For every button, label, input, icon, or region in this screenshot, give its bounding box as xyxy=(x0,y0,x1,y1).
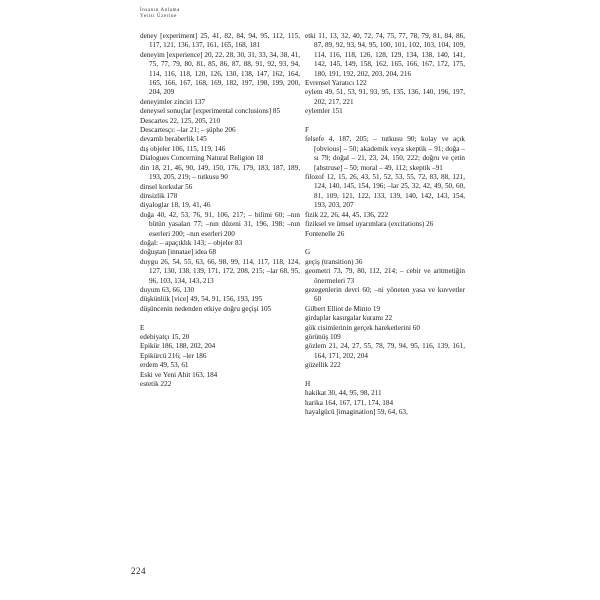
index-entry: Fontenelle 26 xyxy=(305,229,345,238)
page-number: 224 xyxy=(131,566,146,576)
index-entry: deneysel sonuçlar [experimental conclusions] 85 xyxy=(140,107,281,116)
index-entry: geometri 73, 79, 80, 112, 214; – cebir ve aritmetiğin önermeleri 73 xyxy=(305,267,465,285)
index-entry: dış objeler 106, 115, 119, 146 xyxy=(140,144,226,153)
index-section-letter: G xyxy=(305,248,311,257)
index-entry: Epikürcü 216; –ler 186 xyxy=(140,351,207,360)
index-entry: deneyimler zinciri 137 xyxy=(140,97,206,106)
index-entry: duyum 63, 66, 130 xyxy=(140,285,195,294)
index-entry: fizik 22, 26, 44, 45, 136, 222 xyxy=(305,210,389,219)
index-entry: dinsizlik 178 xyxy=(140,191,178,200)
running-head-line-2: Yetisi Üzerine xyxy=(140,14,177,19)
index-column-right xyxy=(305,32,465,418)
index-entry: erdem 49, 53, 61 xyxy=(140,361,189,370)
index-entry: Descartesçı: –lar 21; – şüphe 206 xyxy=(140,126,236,135)
index-column-left xyxy=(140,32,300,389)
index-entry: Dialogues Concerning Natural Religion 18 xyxy=(140,154,264,163)
index-entry: geçiş (transition) 36 xyxy=(305,257,363,266)
index-entry: harika 164, 167, 171, 174, 184 xyxy=(305,398,394,407)
running-head xyxy=(140,8,180,20)
index-entry: estetik 222 xyxy=(140,380,172,389)
index-entry: gözlem 21, 24, 27, 55, 78, 79, 94, 95, 116, 139, 161, 164, 171, 202, 204 xyxy=(305,342,465,360)
index-entry: Eski ve Yeni Ahit 163, 184 xyxy=(140,370,218,379)
index-entry: eylemler 151 xyxy=(305,107,343,116)
index-section-letter: H xyxy=(305,379,311,388)
index-entry: Evrensel Yaratıcı 122 xyxy=(305,79,367,88)
index-entry: doğuştan [innatae] idea 68 xyxy=(140,248,217,257)
index-entry: deney [experiment] 25, 41, 82, 84, 94, 95, 112, 115, 117, 121, 136, 137, 161, 165, 168, 181 xyxy=(140,32,300,50)
index-entry: güzellik 222 xyxy=(305,361,341,370)
index-entry: diyaloglar 18, 19, 41, 46 xyxy=(140,201,211,210)
index-entry: Gilbert Elliot de Minto 19 xyxy=(305,304,381,313)
index-entry: eylem 49, 51, 53, 91, 93, 95, 135, 136, 140, 196, 197, 202, 217, 221 xyxy=(305,88,465,106)
index-entry: Epikür 186, 188, 202, 204 xyxy=(140,342,216,351)
index-entry: doğa 40, 42, 53, 76, 91, 106, 217; – bilimi 60; –nın bütün yasaları 77; –nın düzeni 31, 196, 198; –nın eserleri 200; –nın eserleri 200 xyxy=(140,210,300,238)
index-entry: dinsel korkular 56 xyxy=(140,182,193,191)
index-entry: doğal: – apaçıklık 143; – objeler 83 xyxy=(140,238,243,247)
index-entry: gezegenlerin devri 60; –ni yöneten yasa ve kuvvetler 60 xyxy=(305,285,465,304)
running-head-line-1: İnsanın Anlama xyxy=(140,8,180,13)
index-entry: düşüncenin nedenden etkiye doğru geçişi 105 xyxy=(140,304,272,313)
index-entry: etki 11, 13, 32, 40, 72, 74, 75, 77, 78, 79, 81, 84, 86, 87, 89, 92, 93, 94, 95, 100, 101, 102, 103, 104, 109, 114, 116, 118, 126, 128, 129, 134, 138, 140, 141, 142, 145, 149, 158, 162, 165, 166, 167, 172, 175, 180, 191, 192, 202, 203, 204, 216 xyxy=(305,32,465,78)
index-entry: felsefe 4, 187, 205; – tutkusu 90; kolay ve açık [obvious] – 50; akademik veya skeptik – 91; doğa –sı 79; doğal – 21, 23, 24, 150, 222; doğru ve çetin [abstruse] – 50; moral – 49, 112; skeptik –91 xyxy=(305,135,465,172)
index-section-letter: F xyxy=(305,126,309,135)
index-entry: gök cisimlerinin gerçek hareketlerini 60 xyxy=(305,323,420,332)
index-section-letter: E xyxy=(140,323,145,332)
index-entry: görünüş 109 xyxy=(305,332,341,341)
index-entry: deneyim [experience] 20, 22, 28, 30, 31, 33, 34, 38, 41, 75, 77, 79, 80, 81, 85, 86, 87, 88, 91, 92, 93, 94, 114, 116, 118, 120, 126, 130, 138, 147, 162, 164, 165, 166, 167, 168, 169, 182, 197, 198, 199, 200, 204, 209 xyxy=(140,50,300,97)
index-entry: fiziksel ve ümsel uyarımlara (excitations) 26 xyxy=(305,220,434,229)
index-entry: filozof 12, 15, 26, 43, 51, 52, 53, 55, 72, 83, 88, 121, 124, 140, 145, 154, 196; –lar 25, 32, 42, 49, 50, 60, 81, 109, 121, 122, 133, 139, 140, 142, 143, 154, 193, 203, 207 xyxy=(305,173,465,210)
index-entry: hakikat 30, 44, 95, 98, 211 xyxy=(305,389,382,398)
index-entry: hayalgücü [imagination] 59, 64, 63, xyxy=(305,408,408,417)
index-entry: düşkünlük [vice] 49, 54, 91, 156, 193, 195 xyxy=(140,295,263,304)
index-entry: devamlı beraberlik 145 xyxy=(140,135,207,144)
index-entry: duygu 26, 54, 55, 63, 66, 98, 99, 114, 117, 118, 124, 127, 130, 138, 139, 171, 172, 208, 215; –lar 68, 95, 96, 103, 134, 143, 213 xyxy=(140,257,300,285)
index-entry: din 18, 21, 46, 90, 149, 150, 176, 179, 183, 187, 189, 193, 205, 219; – tutkusu 90 xyxy=(140,163,300,182)
index-entry: Descartes 22, 125, 205, 210 xyxy=(140,116,221,125)
index-entry: edebiyatçı 15, 20 xyxy=(140,332,190,341)
index-entry: girdaplar kasırgalar kuramı 22 xyxy=(305,314,393,323)
